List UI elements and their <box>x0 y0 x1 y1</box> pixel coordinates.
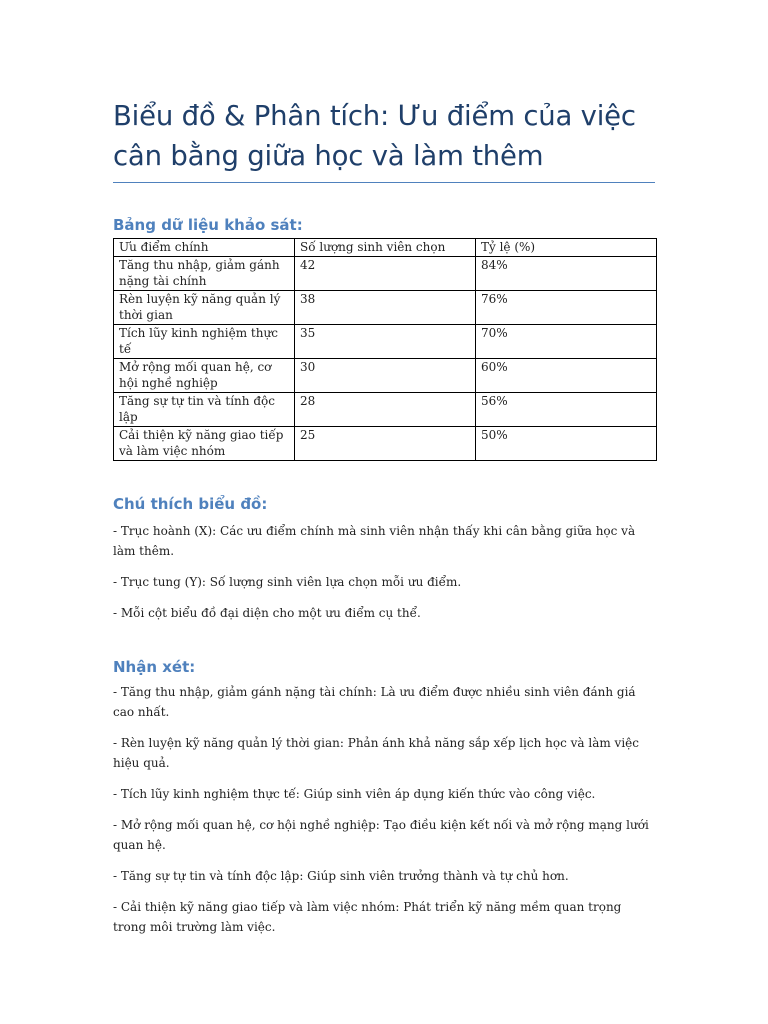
note-item: - Tăng thu nhập, giảm gánh nặng tài chính: Là ưu điểm được nhiều sinh viên đánh giá cao nhất. <box>113 685 636 719</box>
note-item: - Tích lũy kinh nghiệm thực tế: Giúp sinh viên áp dụng kiến thức vào công việc. <box>113 787 596 801</box>
legend-item: - Mỗi cột biểu đồ đại diện cho một ưu điểm cụ thể. <box>113 606 421 620</box>
note-item: - Cải thiện kỹ năng giao tiếp và làm việc nhóm: Phát triển kỹ năng mềm quan trọng trong môi trường làm việc. <box>113 900 622 934</box>
notes-section-heading: Nhận xét: <box>113 658 196 676</box>
table-row <box>114 257 657 291</box>
table-row <box>114 427 657 461</box>
cell-percentage: 50% <box>476 427 657 461</box>
notes-list <box>113 682 655 937</box>
note-item: - Mở rộng mối quan hệ, cơ hội nghề nghiệp: Tạo điều kiện kết nối và mở rộng mạng lưới quan hệ. <box>113 818 649 852</box>
cell-percentage: 76% <box>476 291 657 325</box>
table-header-row <box>114 239 657 257</box>
legend-list <box>113 521 655 623</box>
document-page <box>113 0 655 948</box>
cell-student-count: 30 <box>295 359 476 393</box>
column-header-percentage: Tỷ lệ (%) <box>476 239 657 257</box>
cell-advantage: Tăng thu nhập, giảm gánh nặng tài chính <box>114 257 295 291</box>
cell-student-count: 25 <box>295 427 476 461</box>
cell-student-count: 28 <box>295 393 476 427</box>
cell-advantage: Tích lũy kinh nghiệm thực tế <box>114 325 295 359</box>
table-row <box>114 359 657 393</box>
cell-student-count: 35 <box>295 325 476 359</box>
cell-advantage: Rèn luyện kỹ năng quản lý thời gian <box>114 291 295 325</box>
cell-student-count: 42 <box>295 257 476 291</box>
table-row <box>114 393 657 427</box>
column-header-student-count: Số lượng sinh viên chọn <box>295 239 476 257</box>
note-item: - Tăng sự tự tin và tính độc lập: Giúp sinh viên trưởng thành và tự chủ hơn. <box>113 869 569 883</box>
cell-advantage: Mở rộng mối quan hệ, cơ hội nghề nghiệp <box>114 359 295 393</box>
cell-advantage: Cải thiện kỹ năng giao tiếp và làm việc nhóm <box>114 427 295 461</box>
cell-percentage: 60% <box>476 359 657 393</box>
table-row <box>114 325 657 359</box>
table-section-heading: Bảng dữ liệu khảo sát: <box>113 216 303 234</box>
note-item: - Rèn luyện kỹ năng quản lý thời gian: Phản ánh khả năng sắp xếp lịch học và làm việc hiệu quả. <box>113 736 639 770</box>
legend-item: - Trục tung (Y): Số lượng sinh viên lựa chọn mỗi ưu điểm. <box>113 575 462 589</box>
cell-advantage: Tăng sự tự tin và tính độc lập <box>114 393 295 427</box>
legend-item: - Trục hoành (X): Các ưu điểm chính mà sinh viên nhận thấy khi cân bằng giữa học và làm thêm. <box>113 524 636 558</box>
column-header-advantage: Ưu điểm chính <box>114 239 295 257</box>
document-title: Biểu đồ & Phân tích: Ưu điểm của việc cân bằng giữa học và làm thêm <box>113 100 636 172</box>
cell-percentage: 70% <box>476 325 657 359</box>
title-divider <box>113 182 655 183</box>
table-row <box>114 291 657 325</box>
survey-data-table <box>113 238 657 461</box>
cell-student-count: 38 <box>295 291 476 325</box>
cell-percentage: 84% <box>476 257 657 291</box>
legend-section-heading: Chú thích biểu đồ: <box>113 495 268 513</box>
cell-percentage: 56% <box>476 393 657 427</box>
